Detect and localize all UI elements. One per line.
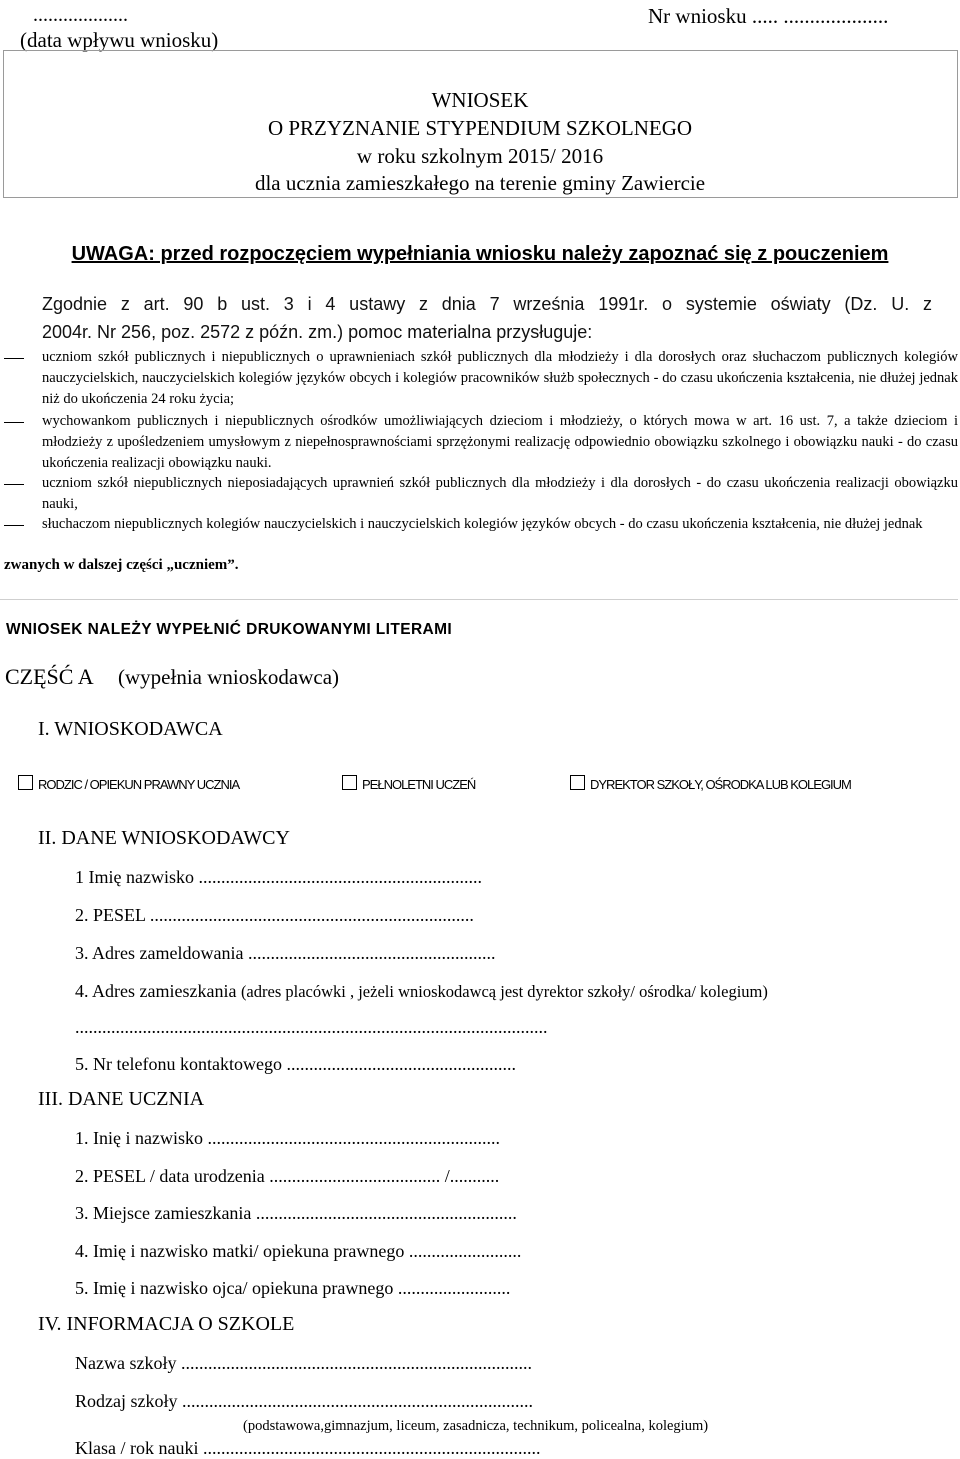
bullet-dash [4, 358, 24, 359]
eligible-item-1: uczniom szkół publicznych i niepublicznych o uprawnieniach szkół publicznych dla młodzieży i dla dorosłych oraz słuchaczom publicznych kolegiów nauczycielskich, nauczycielskich kolegiów języków obcych i kolegiów pracowników służb społecznych - do czasu ukończenia kształcenia, nie dłużej jednak niż do ukończenia 24 roku życia; [42, 349, 958, 407]
eligible-item-3: uczniom szkół niepublicznych nieposiadających uprawnień szkół publicznych dla młodzieży i dla dorosłych - do czasu ukończenia realizacji obowiązku nauki, [42, 475, 958, 512]
checkbox-parent-label: RODZIC / OPIEKUN PRAWNY UCZNIA [38, 777, 240, 792]
divider [0, 599, 958, 600]
title-line-4: dla ucznia zamieszkałego na terenie gminy Zawiercie [254, 171, 706, 195]
bullet-dash [4, 525, 24, 526]
school-type-hint: (podstawowa,gimnazjum, liceum, zasadnicza, technikum, policealna, kolegium) [243, 1418, 709, 1434]
section-4-title: IV. INFORMACJA O SZKOLE [38, 1313, 295, 1335]
residence-address-label: 4. Adres zamieszkania [75, 981, 237, 1001]
zwanych-note: zwanych w dalszej części „uczniem”. [4, 557, 239, 573]
field-student-pesel-dob[interactable]: 2. PESEL / data urodzenia ...................................... /........... [75, 1166, 500, 1186]
checkbox-adult-student-label: PEŁNOLETNI UCZEŃ [362, 777, 476, 792]
field-residence-address-label [75, 980, 768, 1003]
checkbox-adult-student[interactable] [342, 775, 357, 790]
law-line-1: Zgodnie z art. 90 b ust. 3 i 4 ustawy z dnia 7 września 1991r. o systemie oświaty (Dz. U. z [42, 294, 932, 314]
section-1-title: I. WNIOSKODAWCA [38, 718, 223, 740]
checkbox-parent[interactable] [18, 775, 33, 790]
part-a-label: CZĘŚĆ A [5, 664, 94, 689]
field-school-type[interactable]: Rodzaj szkoły .............................................................................. [75, 1391, 533, 1411]
field-applicant-name[interactable]: 1 Imię nazwisko ............................................................... [75, 867, 482, 887]
residence-address-note: (adres placówki , jeżeli wnioskodawcą jest dyrektor szkoły/ ośrodka/ kolegium) [240, 982, 768, 1001]
bullet-dash [4, 484, 24, 485]
part-a-note: (wypełnia wnioskodawca) [118, 665, 340, 689]
field-class-year[interactable]: Klasa / rok nauki ........................................................................... [75, 1438, 541, 1458]
checkbox-director-label: DYREKTOR SZKOŁY, OŚRODKA LUB KOLEGIUM [590, 777, 851, 792]
field-school-name[interactable]: Nazwa szkoły .............................................................................. [75, 1353, 532, 1373]
section-2-title: II. DANE WNIOSKODAWCY [38, 827, 290, 849]
date-dots: ................... [33, 4, 128, 26]
eligible-item-4: słuchaczom niepublicznych kolegiów nauczycielskich i nauczycielskich kolegiów języków obcych - do czasu ukończenia kształcenia, nie dłużej jednak [42, 516, 923, 532]
field-student-residence[interactable]: 3. Miejsce zamieszkania .......................................................... [75, 1203, 517, 1223]
field-residence-address[interactable]: ......................................................................................................... [75, 1017, 548, 1037]
field-mother-name[interactable]: 4. Imię i nazwisko matki/ opiekuna prawnego ......................... [75, 1241, 522, 1261]
application-number: Nr wniosku ..... .................... [648, 4, 889, 28]
title-line-1: WNIOSEK [431, 88, 529, 112]
title-line-2: O PRZYZNANIE STYPENDIUM SZKOLNEGO [267, 116, 693, 140]
field-phone[interactable]: 5. Nr telefonu kontaktowego ................................................... [75, 1054, 516, 1074]
field-registered-address[interactable]: 3. Adres zameldowania ....................................................... [75, 943, 496, 963]
field-father-name[interactable]: 5. Imię i nazwisko ojca/ opiekuna prawnego ......................... [75, 1278, 511, 1298]
field-applicant-pesel[interactable]: 2. PESEL ........................................................................ [75, 905, 474, 925]
section-3-title: III. DANE UCZNIA [38, 1088, 205, 1110]
bullet-dash [4, 422, 24, 423]
title-line-3: w roku szkolnym 2015/ 2016 [356, 144, 604, 168]
fill-notice: WNIOSEK NALEŻY WYPEŁNIĆ DRUKOWANYMI LITERAMI [6, 621, 453, 638]
eligible-item-2: wychowankom publicznych i niepublicznych ośrodków umożliwiających dzieciom i młodzieży, o których mowa w art. 16 ust. 7, a także dzieciom i młodzieży z upośledzeniem umysłowym z niepełnosprawnościami sprzężonymi realizację odpowiednio obowiązku szkolnego i obowiązku nauki - do czasu ukończenia realizacji obowiązku nauki. [42, 413, 958, 471]
field-student-name[interactable]: 1. Inię i nazwisko ................................................................. [75, 1128, 500, 1148]
law-line-2: 2004r. Nr 256, poz. 2572 z późn. zm.) pomoc materialna przysługuje: [42, 322, 593, 342]
date-label: (data wpływu wniosku) [20, 28, 219, 52]
warning-note: UWAGA: przed rozpoczęciem wypełniania wniosku należy zapoznać się z pouczeniem [71, 243, 889, 265]
checkbox-director[interactable] [570, 775, 585, 790]
